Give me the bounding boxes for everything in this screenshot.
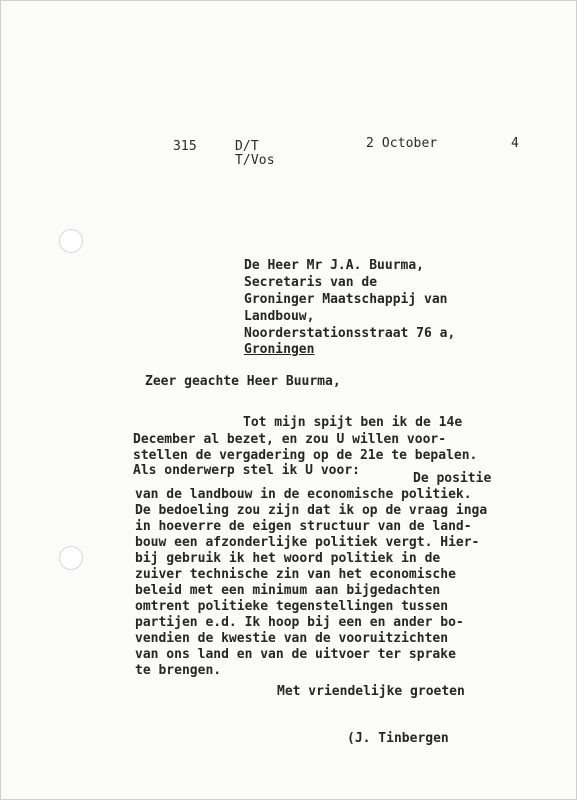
body-line: Als onderwerp stel ik U voor: xyxy=(133,463,360,478)
closing: Met vriendelijke groeten xyxy=(277,684,465,699)
address-line: Groninger Maatschappij van xyxy=(244,292,448,307)
body-line: December al bezet, en zou U willen voor- xyxy=(133,432,447,447)
body-line: Tot mijn spijt ben ik de 14e xyxy=(243,415,463,430)
address-line: Landbouw, xyxy=(244,309,315,324)
body-line: stellen de vergadering op de 21e te bepalen. xyxy=(133,448,478,463)
address-line-city: Groningen xyxy=(244,342,315,357)
address-line: Secretaris van de xyxy=(244,275,378,290)
body-line: partijen e.d. Ik hoop bij een en ander bo- xyxy=(135,615,464,630)
letter-date: 2 October xyxy=(366,136,438,151)
body-line: van ons land en van de uitvoer ter sprake xyxy=(135,647,456,662)
body-line: bij gebruik ik het woord politiek in de xyxy=(135,551,441,566)
reference-line-2: T/Vos xyxy=(235,153,275,168)
body-line: De positie xyxy=(413,471,492,486)
punch-hole-top xyxy=(59,229,83,253)
body-line: van de landbouw in de economische politiek. xyxy=(135,487,472,502)
punch-hole-bottom xyxy=(59,546,83,570)
body-line: beleid met een minimum aan bijgedachten xyxy=(135,583,441,598)
address-line: Noorderstationsstraat 76 a, xyxy=(244,326,456,341)
signature: (J. Tinbergen xyxy=(347,731,449,746)
page-mark: 4 xyxy=(511,136,519,151)
letter-number: 315 xyxy=(173,139,197,154)
body-line: bouw een afzonderlijke politiek vergt. Hier- xyxy=(135,535,480,550)
body-line: in hoeverre de eigen structuur van de land- xyxy=(135,519,472,534)
body-line: zuiver technische zin van het economische xyxy=(135,567,456,582)
salutation: Zeer geachte Heer Buurma, xyxy=(145,374,341,389)
body-line: vendien de kwestie van de vooruitzichten xyxy=(135,631,449,646)
body-line: te brengen. xyxy=(135,663,222,678)
body-line: De bedoeling zou zijn dat ik op de vraag inga xyxy=(135,503,488,518)
body-line: omtrent politieke tegenstellingen tussen xyxy=(135,599,449,614)
reference-line-1: D/T xyxy=(235,139,259,154)
address-line: De Heer Mr J.A. Buurma, xyxy=(244,258,425,273)
